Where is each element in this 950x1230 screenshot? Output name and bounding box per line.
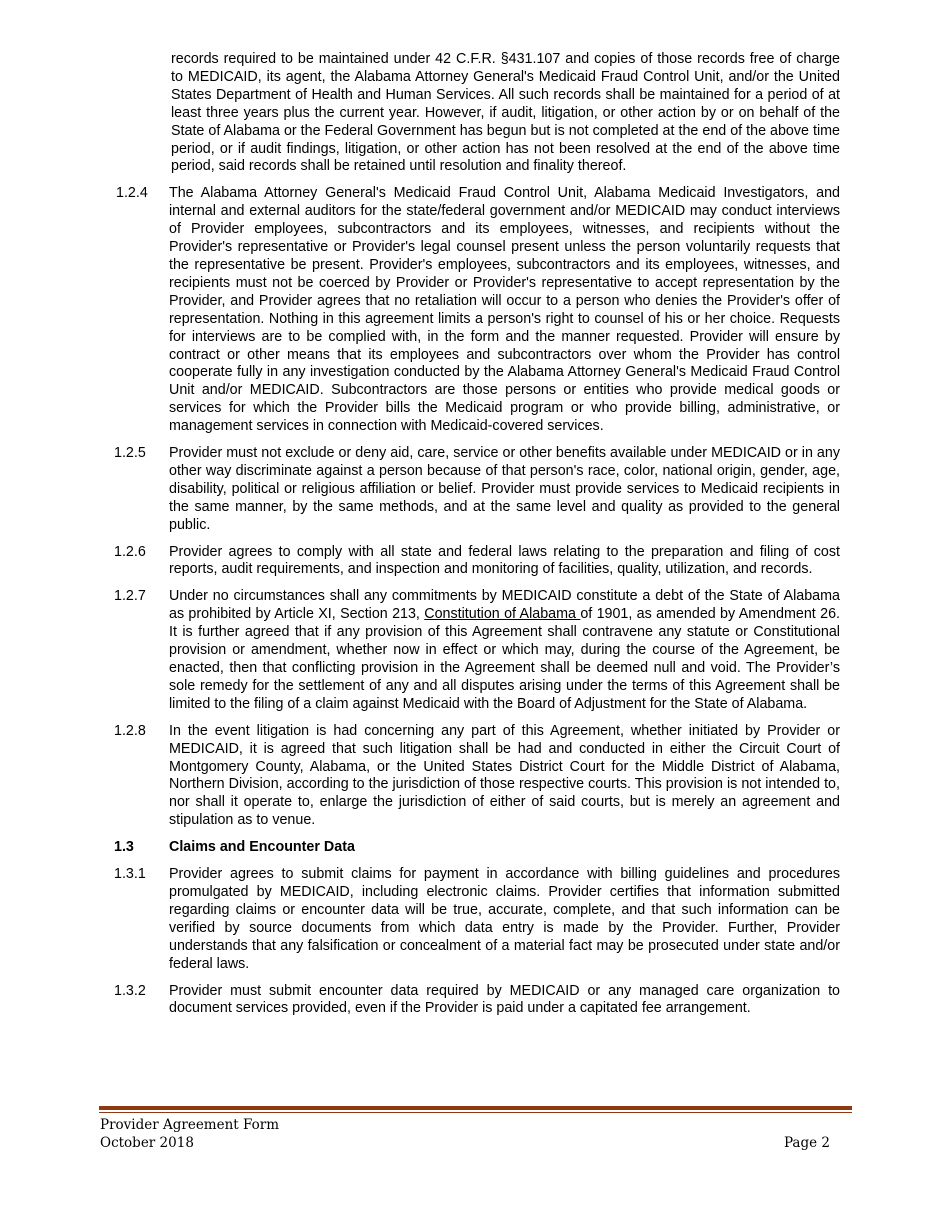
section-number: 1.2.7: [114, 588, 146, 605]
section-text: [169, 588, 840, 713]
constitution-reference: Constitution of Alabama: [424, 606, 581, 623]
section-number: 1.2.5: [114, 445, 146, 462]
section-number: 1.3.1: [114, 866, 146, 883]
section-text-before: Under no circumstances shall any commitments by MEDICAID constitute a debt of the State of Alabama as prohibited by Article XI, Section 213,: [169, 588, 840, 623]
section-1-2-6: [114, 544, 840, 580]
section-number: 1.3.2: [114, 982, 146, 999]
section-number: 1.2.8: [114, 722, 146, 739]
section-1-2-8: [114, 723, 840, 830]
section-text: Provider must submit encounter data required by MEDICAID or any managed care organization to document services provided, even if the Provider is paid under a capitated fee arrangement.: [169, 982, 840, 1017]
footer-rule-thin: [99, 1112, 852, 1113]
heading-number: 1.3: [114, 839, 134, 856]
page-footer: [100, 1116, 830, 1152]
section-1-3-2: [114, 983, 840, 1019]
section-number: 1.2.6: [114, 543, 146, 560]
section-text-after: of 1901, as amended by Amendment 26. It is further agreed that if any provision of this Agreement shall contravene any statute or Constitutional provision or amendment, whether now in effect or which may, during the course of the Agreement, be enacted, then that conflicting provision in the Agreement shall be deemed null and void. The Provider’s sole remedy for the settlement of any and all disputes arising under the terms of this Agreement shall be limited to the filing of a claim against Medicaid with the Board of Adjustment for the State of Alabama.: [169, 606, 840, 712]
section-1-2-4: [114, 185, 840, 436]
footer-date: October 2018: [100, 1135, 194, 1151]
section-heading-1-3: [114, 839, 840, 857]
section-1-2-7: [114, 588, 840, 713]
section-text: Provider agrees to submit claims for payment in accordance with billing guidelines and procedures promulgated by MEDICAID, including electronic claims. Provider certifies that information submitted regarding claims or encounter data will be true, accurate, complete, and that such information can be verified by source documents from which data entry is made by the Provider. Further, Provider understands that any falsification or concealment of a material fact may be prosecuted under state and/or federal laws.: [169, 866, 840, 972]
intro-continuation-paragraph: records required to be maintained under 42 C.F.R. §431.107 and copies of those records free of charge to MEDICAID, its agent, the Alabama Attorney General's Medicaid Fraud Control Unit, and/or the United States Department of Health and Human Services. All such records shall be maintained for a period of at least three years plus the current year. However, if audit, litigation, or other action by or on behalf of the State of Alabama or the Federal Government has begun but is not completed at the end of the above time period, or if audit findings, litigation, or other action has not been resolved at the end of the above time period, said records shall be retained until resolution and finality thereof.: [171, 51, 840, 175]
section-text: Provider must not exclude or deny aid, care, service or other benefits available under MEDICAID or in any other way discriminate against a person because of that person's race, color, national origin, gender, age, disability, political or religious affiliation or belief. Provider must provide services to Medicaid recipients in the same manner, by the same methods, and at the same level and quality as provided to the general public.: [169, 445, 840, 533]
page-content: [114, 51, 840, 1018]
section-text: The Alabama Attorney General's Medicaid Fraud Control Unit, Alabama Medicaid Investigators, and internal and external auditors for the state/federal government and/or MEDICAID may conduct interviews of Provider employees, subcontractors and its employees, witnesses, and recipients without the Provider's representative or Provider's legal counsel present unless the person voluntarily requests that the representative be present. Provider's employees, subcontractors and its employees, witnesses, and recipients must not be coerced by Provider or Provider's representative to accept representation by the Provider, and Provider agrees that no retaliation will occur to a person who denies the Provider's offer of representation. Nothing in this agreement limits a person's right to counsel of his or her choice. Requests for interviews are to be complied with, in the form and the manner requested. Provider will ensure by contract or other means that its employees and subcontractors over whom the Provider has control cooperate fully in any investigation conducted by the Alabama Attorney General's Medicaid Fraud Control Unit and/or MEDICAID. Subcontractors are those persons or entities who provide medical goods or services for which the Provider bills the Medicaid program or who provide billing, administrative, or management services in connection with Medicaid-covered services.: [169, 185, 840, 435]
footer-page-number: Page 2: [783, 1135, 830, 1151]
heading-title: Claims and Encounter Data: [169, 839, 355, 856]
section-text: In the event litigation is had concerning any part of this Agreement, whether initiated by Provider or MEDICAID, it is agreed that such litigation shall be had and conducted in either the Circuit Court of Montgomery County, Alabama, or the United States District Court for the Middle District of Alabama, Northern Division, according to the jurisdiction of those respective courts. This provision is not intended to, nor shall it operate to, enlarge the jurisdiction of either of said courts, but is merely an agreement and stipulation as to venue.: [169, 722, 840, 829]
footer-form-name: Provider Agreement Form: [100, 1117, 280, 1133]
section-text: Provider agrees to comply with all state and federal laws relating to the preparation and filing of cost reports, audit requirements, and inspection and monitoring of facilities, quality, utilization, and records.: [169, 543, 840, 578]
section-number: 1.2.4: [116, 185, 148, 202]
section-1-2-5: [114, 445, 840, 535]
footer-rule-thick: [99, 1106, 852, 1110]
section-1-3-1: [114, 866, 840, 973]
